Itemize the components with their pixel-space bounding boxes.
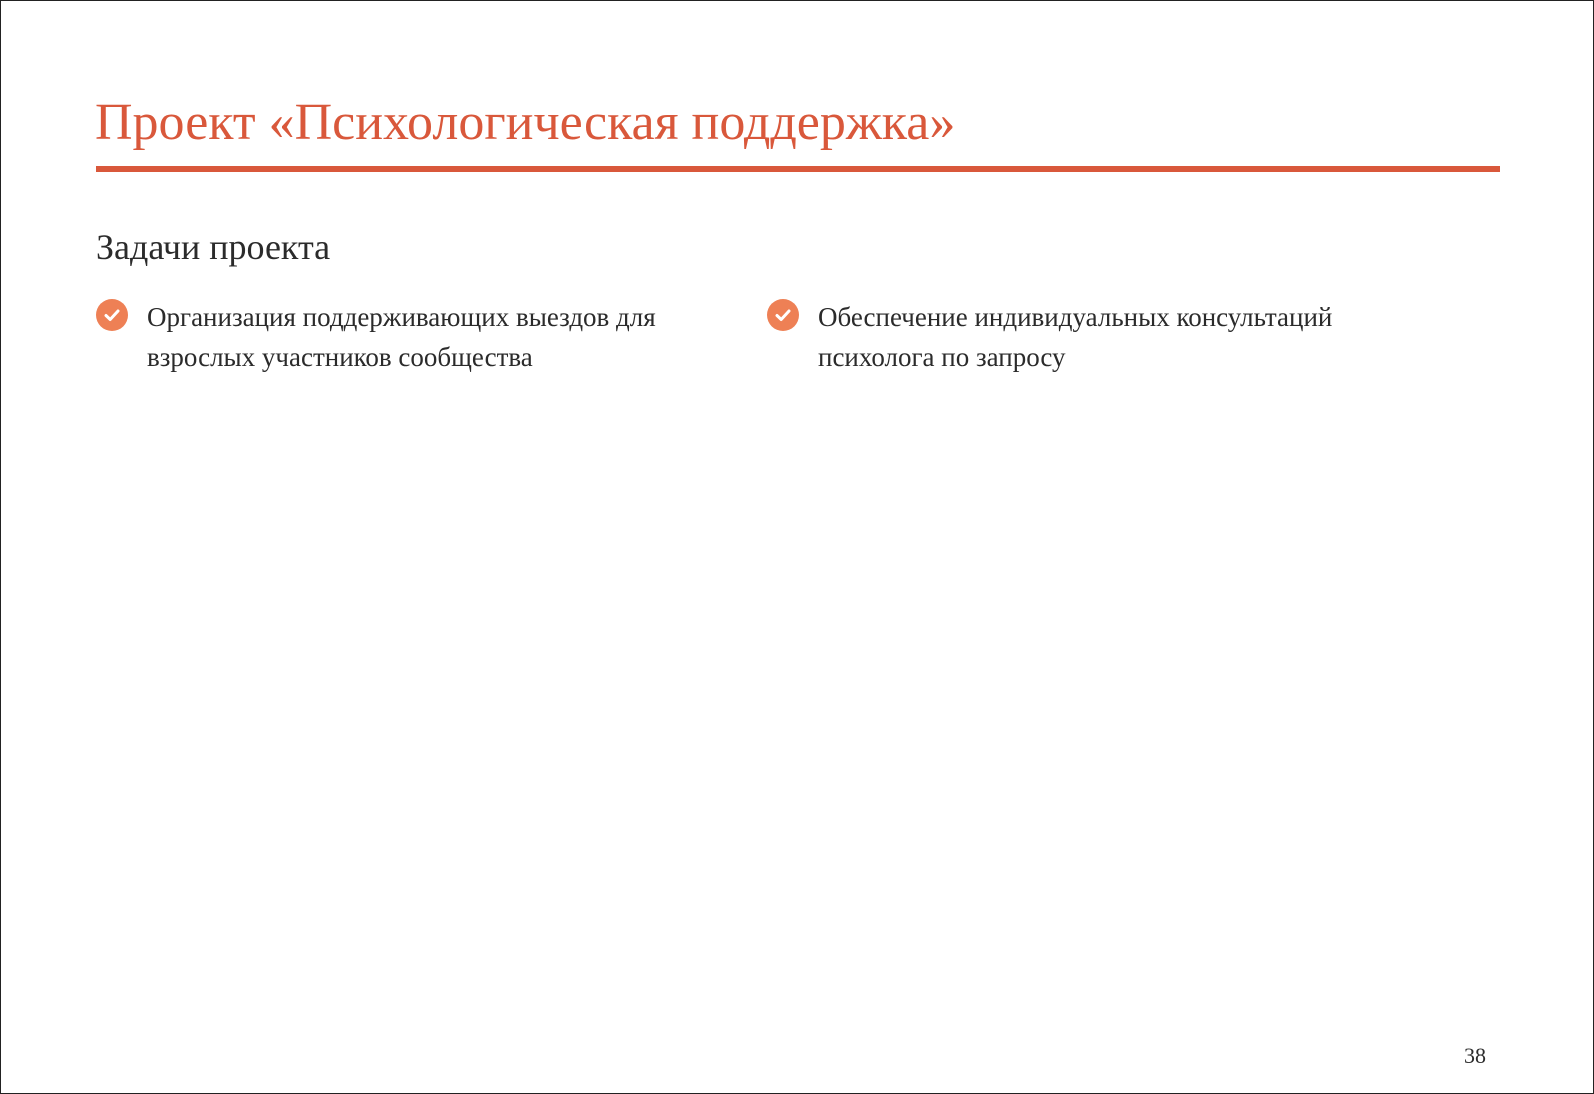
slide-title: Проект «Психологическая поддержка» — [95, 94, 956, 151]
page-number: 38 — [1464, 1043, 1486, 1068]
task-text: Организация поддерживающих выездов для взрослых участников сообщества — [147, 302, 656, 372]
check-circle-icon — [96, 299, 128, 331]
task-item — [96, 297, 696, 377]
section-heading: Задачи проекта — [96, 227, 331, 267]
title-underline — [96, 166, 1500, 172]
task-item — [767, 297, 1407, 377]
task-text: Обеспечение индивидуальных консультаций психолога по запросу — [818, 302, 1333, 372]
check-circle-icon — [767, 299, 799, 331]
